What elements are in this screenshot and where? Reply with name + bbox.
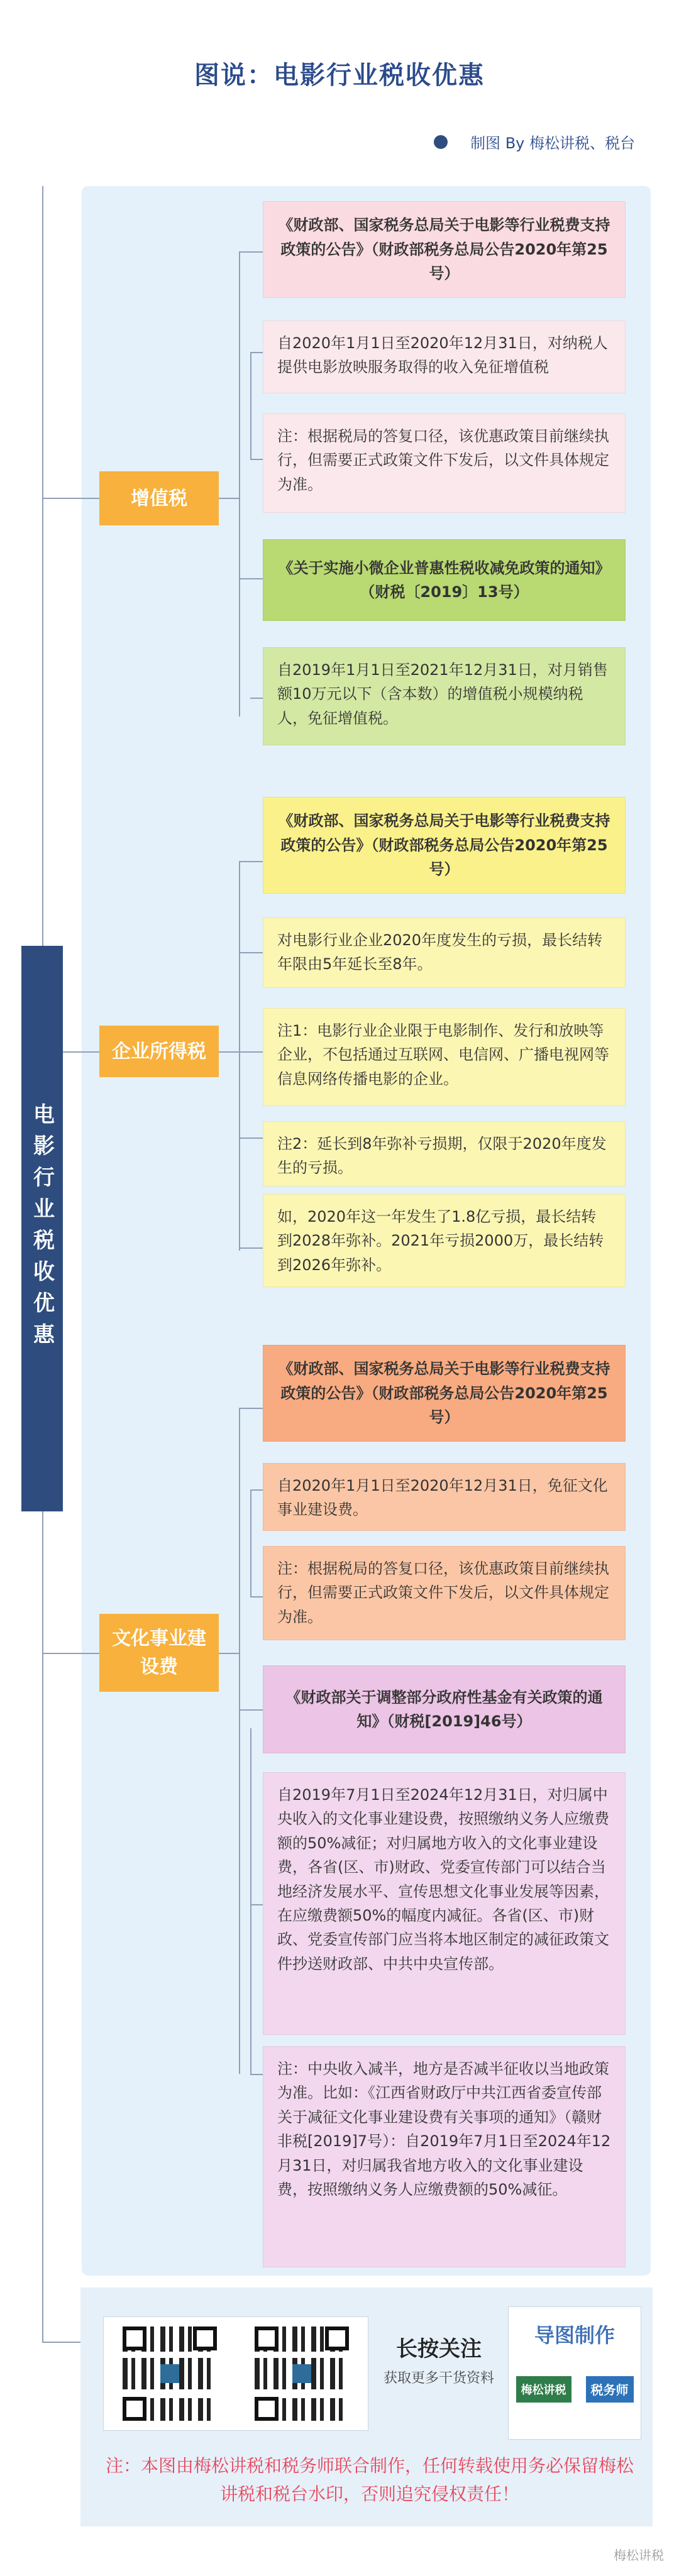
follow-title: 长按关注	[396, 2337, 482, 2362]
vat-link	[219, 498, 239, 499]
cit-b2	[239, 952, 263, 953]
culture-sub1	[250, 1489, 251, 1596]
cit-branch-line	[63, 1051, 99, 1053]
vat-item-1: 自2020年1月1日至2020年12月31日，对纳税人提供电影放映服务取得的收入免征增值税	[263, 321, 626, 393]
culture-sub2	[250, 1728, 251, 2074]
cit-b3	[239, 1051, 263, 1053]
culture-b2	[239, 1709, 263, 1711]
qr-code-icon[interactable]	[255, 2327, 349, 2421]
qr-code-icon[interactable]	[123, 2327, 217, 2421]
culture-note-2: 注：中央收入减半，地方是否减半征收以当地政策为准。比如：《江西省财政厅中共江西省委宣传部关于减征文化事业建设费有关事项的通知》（赣财非税[2019]7号）：自2019年7月1日至2024年12月31日，对归属我省地方收入的文化事业建设费，按照缴纳义务人应缴费额的50%减征。	[263, 2046, 626, 2267]
qr-codes	[103, 2316, 368, 2431]
culture-note-1: 注：根据税局的答复口径，该优惠政策目前继续执行，但需要正式政策文件下发后，以文件具体规定为准。	[263, 1546, 626, 1640]
culture-link	[219, 1653, 239, 1654]
category-culture: 文化事业建设费	[99, 1614, 219, 1692]
culture-policy-1: 《财政部、国家税务总局关于电影等行业税费支持政策的公告》（财政部税务总局公告2020年第25号）	[263, 1345, 626, 1442]
culture-branch-line	[42, 1653, 99, 1654]
culture-sub2b	[250, 2074, 263, 2075]
cit-link	[219, 1051, 239, 1053]
vat-b1	[239, 251, 263, 253]
vat-policy-1: 《财政部、国家税务总局关于电影等行业税费支持政策的公告》（财政部税务总局公告2020年第25号）	[263, 201, 626, 298]
cit-b5	[239, 1247, 263, 1249]
footer-connector	[42, 2342, 81, 2343]
culture-b1	[239, 1408, 263, 1409]
culture-spine	[239, 1408, 240, 2074]
cit-b1	[239, 861, 263, 862]
culture-item-2: 自2019年7月1日至2024年12月31日，对归属中央收入的文化事业建设费，按照缴纳义务人应缴费额的50%减征；对归属地方收入的文化事业建设费，各省(区、市)财政、党委宣传部门可以结合当地经济发展水平、宣传思想文化事业发展等因素，在应缴费额50%的幅度内减征。各省(区、市)财政、党委宣传部门应当将本地区制定的减征政策文件抄送财政部、中共中央宣传部。	[263, 1772, 626, 2035]
culture-policy-2: 《财政部关于调整部分政府性基金有关政策的通知》（财税[2019]46号）	[263, 1665, 626, 1753]
vat-spine	[239, 251, 240, 716]
meisong-logo: 梅松讲税	[516, 2376, 571, 2403]
vat-b2	[239, 578, 263, 579]
category-vat: 增值税	[99, 471, 219, 525]
cit-note-2: 注2：延长到8年弥补亏损期，仅限于2020年度发生的亏损。	[263, 1121, 626, 1187]
made-title: 导图制作	[534, 2323, 615, 2347]
vat-branch-line	[42, 498, 99, 499]
page-title: 图说：电影行业税收优惠	[194, 61, 485, 90]
culture-sub1a	[250, 1489, 263, 1491]
credit	[434, 131, 635, 153]
footer-card	[80, 2288, 653, 2526]
copyright-note: 注：本图由梅松讲税和税务师联合制作，任何转载使用务必保留梅松讲税和税台水印，否则追究侵权责任！	[105, 2455, 634, 2504]
vat-item-2: 自2019年1月1日至2021年12月31日，对月销售额10万元以下（含本数）的增值税小规模纳税人，免征增值税。	[263, 647, 626, 745]
vat-sub2	[250, 698, 263, 699]
root-label: 电影行业税收优惠	[21, 946, 63, 1511]
culture-item-1: 自2020年1月1日至2020年12月31日，免征文化事业建设费。	[263, 1463, 626, 1531]
follow-subtitle: 获取更多干货资料	[383, 2370, 494, 2386]
culture-sub1b	[250, 1596, 263, 1598]
cit-policy: 《财政部、国家税务总局关于电影等行业税费支持政策的公告》（财政部税务总局公告2020年第25号）	[263, 797, 626, 894]
vat-sub1b	[250, 459, 263, 460]
credit-text: 制图 By 梅松讲税、税台	[470, 134, 635, 152]
made-by-card	[508, 2306, 641, 2440]
culture-sub2a	[250, 1904, 263, 1905]
cit-b4	[239, 1137, 263, 1139]
cit-item: 对电影行业企业2020年度发生的亏损，最长结转年限由5年延长至8年。	[263, 918, 626, 988]
vat-note-1: 注：根据税局的答复口径，该优惠政策目前继续执行，但需要正式政策文件下发后，以文件具体规定为准。	[263, 414, 626, 513]
category-cit: 企业所得税	[99, 1026, 219, 1077]
vat-sub1a	[250, 352, 263, 353]
cit-note-1: 注1：电影行业企业限于电影制作、发行和放映等企业，不包括通过互联网、电信网、广播电视网等信息网络传播电影的企业。	[263, 1008, 626, 1106]
follow-block	[376, 2332, 502, 2387]
credit-dot-icon	[434, 135, 448, 149]
vat-sub1	[250, 352, 251, 459]
vat-policy-2: 《关于实施小微企业普惠性税收减免政策的通知》（财税〔2019〕13号）	[263, 539, 626, 621]
cit-example: 如，2020年这一年发生了1.8亿亏损，最长结转到2028年弥补。2021年亏损2000万，最长结转到2026年弥补。	[263, 1194, 626, 1287]
shuiwushi-logo: 税务师	[586, 2376, 634, 2403]
brand-watermark: 梅松讲税	[614, 2548, 664, 2563]
cit-spine	[239, 861, 240, 1251]
